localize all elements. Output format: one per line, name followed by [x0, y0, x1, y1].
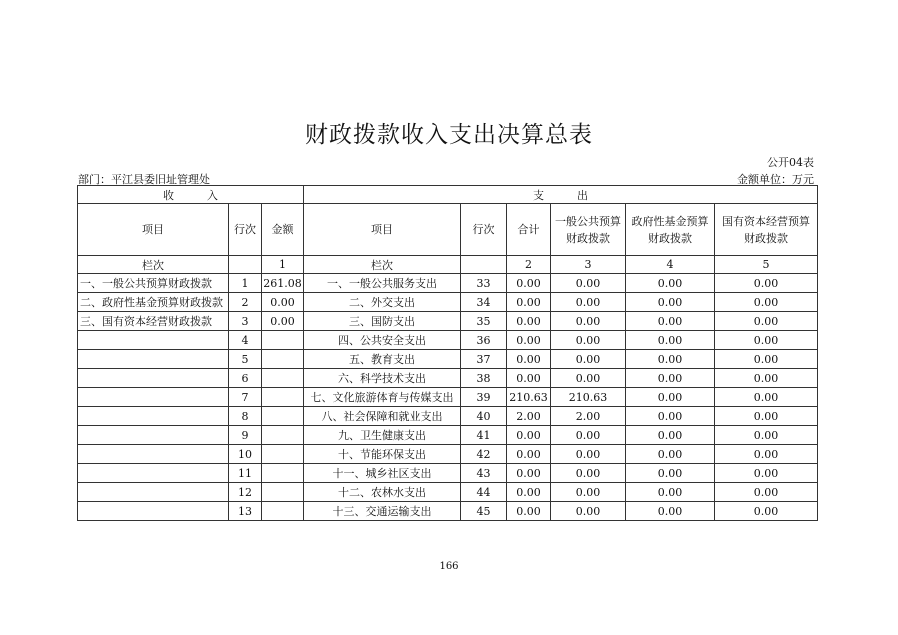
general-budget-cell: 0.00 [551, 502, 626, 521]
income-row-no-cell: 6 [229, 369, 262, 388]
soe-budget-cell: 0.00 [715, 293, 818, 312]
col-no-fund: 4 [626, 256, 715, 274]
table-row [78, 369, 818, 388]
fund-budget-cell: 0.00 [626, 464, 715, 483]
col-no-empty [229, 256, 262, 274]
expense-item-cell: 八、社会保障和就业支出 [304, 407, 461, 426]
total-cell: 0.00 [507, 483, 551, 502]
table-row [78, 350, 818, 369]
finance-table [77, 185, 818, 521]
expense-row-no-cell: 39 [461, 388, 507, 407]
total-cell: 2.00 [507, 407, 551, 426]
fund-budget-cell: 0.00 [626, 293, 715, 312]
table-row [78, 331, 818, 350]
expense-row-no-cell: 40 [461, 407, 507, 426]
col-no-label-income: 栏次 [78, 256, 229, 274]
income-amount-header: 金额 [262, 204, 304, 256]
expense-item-cell: 十三、交通运输支出 [304, 502, 461, 521]
total-cell: 0.00 [507, 350, 551, 369]
expense-item-cell: 一、一般公共服务支出 [304, 274, 461, 293]
total-cell: 0.00 [507, 274, 551, 293]
general-budget-cell: 0.00 [551, 464, 626, 483]
expense-row-no-cell: 36 [461, 331, 507, 350]
expense-row-no-header: 行次 [461, 204, 507, 256]
soe-budget-cell: 0.00 [715, 274, 818, 293]
soe-budget-cell: 0.00 [715, 350, 818, 369]
income-row-no-cell: 7 [229, 388, 262, 407]
fund-budget-cell: 0.00 [626, 331, 715, 350]
expense-item-header: 项目 [304, 204, 461, 256]
fund-budget-cell: 0.00 [626, 483, 715, 502]
col-no-empty [461, 256, 507, 274]
income-amount-cell [262, 426, 304, 445]
income-amount-cell [262, 331, 304, 350]
unit-label: 金额单位：万元 [737, 173, 814, 186]
soe-budget-cell: 0.00 [715, 483, 818, 502]
soe-budget-cell: 0.00 [715, 388, 818, 407]
column-header-row [78, 204, 818, 256]
col-no-general: 3 [551, 256, 626, 274]
department-label: 部门：平江县委旧址管理处 [78, 173, 210, 186]
general-budget-header: 一般公共预算 财政拨款 [551, 204, 626, 256]
income-item-cell [78, 407, 229, 426]
total-cell: 0.00 [507, 445, 551, 464]
income-amount-cell [262, 445, 304, 464]
expense-item-cell: 十、节能环保支出 [304, 445, 461, 464]
income-item-cell [78, 331, 229, 350]
expense-item-cell: 十一、城乡社区支出 [304, 464, 461, 483]
table-row [78, 464, 818, 483]
income-item-cell: 二、政府性基金预算财政拨款 [78, 293, 229, 312]
income-item-cell [78, 426, 229, 445]
total-cell: 0.00 [507, 369, 551, 388]
general-budget-cell: 210.63 [551, 388, 626, 407]
general-budget-cell: 0.00 [551, 350, 626, 369]
income-item-header: 项目 [78, 204, 229, 256]
form-number: 公开04表 [767, 156, 814, 169]
col-no-amount: 1 [262, 256, 304, 274]
income-row-no-cell: 12 [229, 483, 262, 502]
soe-budget-cell: 0.00 [715, 407, 818, 426]
fund-budget-cell: 0.00 [626, 312, 715, 331]
fund-budget-cell: 0.00 [626, 350, 715, 369]
income-item-cell [78, 464, 229, 483]
table-row [78, 293, 818, 312]
expense-item-cell: 六、科学技术支出 [304, 369, 461, 388]
expense-row-no-cell: 43 [461, 464, 507, 483]
table-row [78, 407, 818, 426]
general-budget-cell: 0.00 [551, 369, 626, 388]
income-amount-cell [262, 407, 304, 426]
expense-row-no-cell: 38 [461, 369, 507, 388]
income-item-cell [78, 369, 229, 388]
expense-row-no-cell: 41 [461, 426, 507, 445]
income-row-no-cell: 2 [229, 293, 262, 312]
income-amount-cell: 0.00 [262, 293, 304, 312]
fund-budget-cell: 0.00 [626, 445, 715, 464]
income-amount-cell [262, 350, 304, 369]
general-budget-cell: 0.00 [551, 274, 626, 293]
page-number: 166 [439, 561, 459, 572]
expense-row-no-cell: 34 [461, 293, 507, 312]
expense-item-cell: 四、公共安全支出 [304, 331, 461, 350]
general-budget-cell: 0.00 [551, 312, 626, 331]
soe-budget-header: 国有资本经营预算 财政拨款 [715, 204, 818, 256]
income-item-cell: 三、国有资本经营财政拨款 [78, 312, 229, 331]
table-row [78, 312, 818, 331]
section-header-row [78, 186, 818, 204]
income-row-no-cell: 10 [229, 445, 262, 464]
table-row [78, 388, 818, 407]
income-amount-cell [262, 369, 304, 388]
col-no-label-expense: 栏次 [304, 256, 461, 274]
general-budget-cell: 2.00 [551, 407, 626, 426]
income-amount-cell [262, 483, 304, 502]
fund-budget-cell: 0.00 [626, 502, 715, 521]
expense-row-no-cell: 42 [461, 445, 507, 464]
expense-row-no-cell: 45 [461, 502, 507, 521]
income-item-cell [78, 350, 229, 369]
income-item-cell [78, 445, 229, 464]
general-budget-cell: 0.00 [551, 483, 626, 502]
soe-budget-cell: 0.00 [715, 369, 818, 388]
fund-budget-cell: 0.00 [626, 407, 715, 426]
page-title: 财政拨款收入支出决算总表 [305, 122, 593, 148]
expense-item-cell: 二、外交支出 [304, 293, 461, 312]
income-row-no-header: 行次 [229, 204, 262, 256]
total-cell: 0.00 [507, 502, 551, 521]
expense-item-cell: 五、教育支出 [304, 350, 461, 369]
general-budget-cell: 0.00 [551, 331, 626, 350]
expense-item-cell: 十二、农林水支出 [304, 483, 461, 502]
income-item-cell: 一、一般公共预算财政拨款 [78, 274, 229, 293]
income-item-cell [78, 502, 229, 521]
soe-budget-cell: 0.00 [715, 331, 818, 350]
table-row [78, 502, 818, 521]
column-number-row [78, 256, 818, 274]
total-header: 合计 [507, 204, 551, 256]
table-row [78, 483, 818, 502]
income-amount-cell [262, 502, 304, 521]
expense-section-header: 支 出 [304, 186, 818, 204]
col-no-soe: 5 [715, 256, 818, 274]
income-item-cell [78, 483, 229, 502]
income-row-no-cell: 9 [229, 426, 262, 445]
expense-row-no-cell: 35 [461, 312, 507, 331]
expense-item-cell: 三、国防支出 [304, 312, 461, 331]
income-row-no-cell: 5 [229, 350, 262, 369]
total-cell: 0.00 [507, 312, 551, 331]
soe-budget-cell: 0.00 [715, 464, 818, 483]
income-section-header: 收 入 [78, 186, 304, 204]
income-row-no-cell: 8 [229, 407, 262, 426]
table-row [78, 426, 818, 445]
income-amount-cell [262, 464, 304, 483]
total-cell: 0.00 [507, 426, 551, 445]
income-amount-cell [262, 388, 304, 407]
fund-budget-cell: 0.00 [626, 388, 715, 407]
expense-item-cell: 九、卫生健康支出 [304, 426, 461, 445]
income-amount-cell: 261.08 [262, 274, 304, 293]
expense-row-no-cell: 44 [461, 483, 507, 502]
general-budget-cell: 0.00 [551, 426, 626, 445]
income-row-no-cell: 3 [229, 312, 262, 331]
fund-budget-cell: 0.00 [626, 369, 715, 388]
soe-budget-cell: 0.00 [715, 312, 818, 331]
general-budget-cell: 0.00 [551, 293, 626, 312]
expense-item-cell: 七、文化旅游体育与传媒支出 [304, 388, 461, 407]
income-item-cell [78, 388, 229, 407]
expense-row-no-cell: 37 [461, 350, 507, 369]
total-cell: 210.63 [507, 388, 551, 407]
total-cell: 0.00 [507, 464, 551, 483]
table-row [78, 445, 818, 464]
fund-budget-cell: 0.00 [626, 426, 715, 445]
total-cell: 0.00 [507, 331, 551, 350]
soe-budget-cell: 0.00 [715, 445, 818, 464]
general-budget-cell: 0.00 [551, 445, 626, 464]
fund-budget-header: 政府性基金预算 财政拨款 [626, 204, 715, 256]
soe-budget-cell: 0.00 [715, 502, 818, 521]
income-row-no-cell: 11 [229, 464, 262, 483]
income-row-no-cell: 1 [229, 274, 262, 293]
income-row-no-cell: 13 [229, 502, 262, 521]
expense-row-no-cell: 33 [461, 274, 507, 293]
soe-budget-cell: 0.00 [715, 426, 818, 445]
fund-budget-cell: 0.00 [626, 274, 715, 293]
income-amount-cell: 0.00 [262, 312, 304, 331]
table-row [78, 274, 818, 293]
income-row-no-cell: 4 [229, 331, 262, 350]
col-no-total: 2 [507, 256, 551, 274]
total-cell: 0.00 [507, 293, 551, 312]
